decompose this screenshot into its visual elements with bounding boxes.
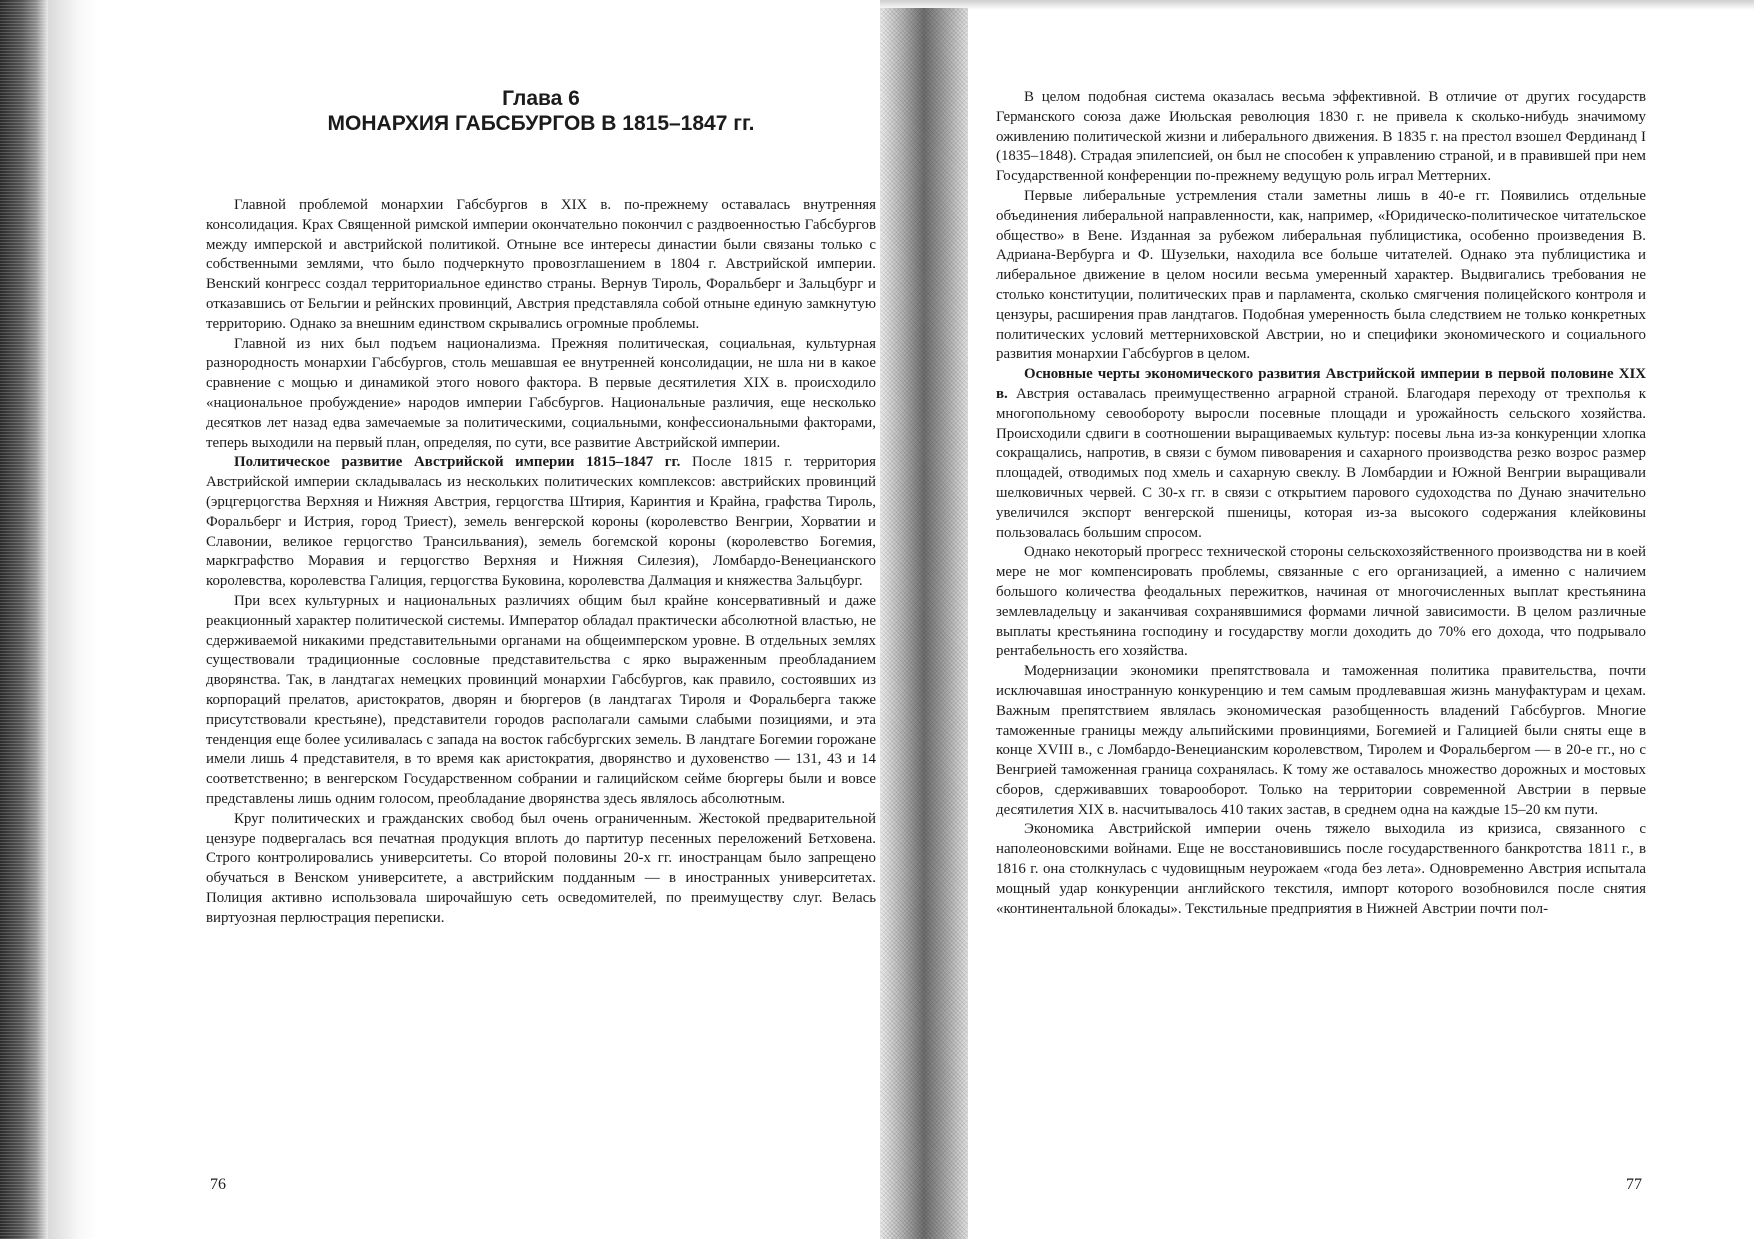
paragraph-text: Главной из них был подъем национализма. Прежняя политическая, социальная, культурная разнородность монархии Габсбургов, столь мешавшая ее внутренней консолидации, не шла ни в какое сравнение с мощью и динамикой этого нового фактора. В первые десятилетия XIX в. происходило «национальное пробуждение» народов империи Габсбургов. Национальные различия, еще несколько десятков лет назад едва замечаемые за политическими, социальными, конфессиональными факторами, теперь выходили на первый план, определяя, по сути, все развитие Австрийской империи. [206, 335, 876, 451]
paragraph-text: Круг политических и гражданских свобод был очень ограниченным. Жестокой предварительной цензуре подвергалась вся печатная продукция вплоть до партитур песенных переложений Бетховена. Строго контролировались университеты. Со второй половины 20-х гг. иностранцам было запрещено обучаться в Венском университете, а австрийским подданным — в иностранных университетах. Полиция активно использовала широчайшую сеть осведомителей, по преимуществу слуг. Велась виртуозная перлюстрация переписки. [206, 810, 876, 926]
paragraph [206, 592, 876, 810]
paragraph-text: В целом подобная система оказалась весьма эффективной. В отличие от других государств Германского союза даже Июльская революция 1830 г. не привела к сколько-нибудь значимому оживлению политической жизни и либерального движения. В 1835 г. на престол взошел Фердинанд I (1835–1848). Страдая эпилепсией, он был не способен к управлению страной, и в правившей при нем Государственной конференции по-прежнему ведущую роль играл Меттерних. [996, 89, 1646, 185]
chapter-heading [206, 86, 876, 136]
left-margin-shade [48, 0, 98, 1239]
chapter-title: МОНАРХИЯ ГАБСБУРГОВ В 1815–1847 гг. [327, 112, 755, 135]
left-page [206, 0, 876, 1239]
scan-edge-shadow [0, 0, 48, 1239]
paragraph-text: Модернизации экономики препятствовала и таможенная политика правительства, почти исключавшая иностранную конкуренцию и тем самым продлевавшая жизнь мануфактурам и цехам. Важным препятствием являлась экономическая разобщенность владений Габсбургов. Многие таможенные границы между альпийскими провинциями, Богемией и Галицией были сняты еще в конце XVIII в., с Ломбардо-Венецианским королевством, Тиролем и Форальбергом — в 20-е гг., но с Венгрией таможенная граница сохранялась. К тому же оставалось множество дорожных и мостовых сборов, сдерживавших товарооборот. Только на территории современной Австрии в первые десятилетия XIX в. насчитывалось 410 таких застав, в среднем одна на каждые 15–20 км пути. [996, 663, 1646, 818]
section-heading: Основные черты экономического развития Австрийской империи в первой половине XIX в. [996, 366, 1646, 402]
paragraph [996, 662, 1646, 820]
section-heading: Политическое развитие Австрийской империи 1815–1847 гг. [234, 454, 681, 471]
left-page-body [206, 196, 876, 928]
paragraph [206, 196, 876, 335]
paragraph [996, 365, 1646, 543]
right-page-body [996, 88, 1646, 919]
paragraph [206, 453, 876, 592]
paragraph-text: Экономика Австрийской империи очень тяжело выходила из кризиса, связанного с наполеоновскими войнами. Еще не восстановившись после государственного банкротства 1811 г., в 1816 г. она столкнулась с чудовищным неурожаем «года без лета». Одновременно Австрия испытала мощный удар конкуренции английского текстиля, импорт которого возобновился после снятия «континентальной блокады». Текстильные предприятия в Нижней Австрии почти пол- [996, 821, 1646, 917]
page-number: 77 [1626, 1176, 1642, 1193]
book-gutter [880, 8, 968, 1239]
paragraph [996, 187, 1646, 365]
page-number: 76 [210, 1176, 226, 1193]
paragraph-text: Первые либеральные устремления стали заметны лишь в 40-е гг. Появились отдельные объединения либеральной направленности, как, например, «Юридическо-политическое читательское общество» в Вене. Изданная за рубежом либеральная публицистика, особенно произведения В. Адриана-Вербурга и Ф. Шузельки, находила все больше читателей. Однако эта публицистика и либеральное движение в целом носили весьма умеренный характер. Выдвигались требования не столько конституции, политических прав и парламента, сколько смягчения полицейского контроля и цензуры, расширения прав ландтагов. Подобная умеренность была следствием не только конкретных политических условий меттерниховской Австрии, но и специфики экономического и социального развития монархии Габсбургов в целом. [996, 187, 1646, 363]
paragraph-text: Однако некоторый прогресс технической стороны сельскохозяйственного производства ни в коей мере не мог компенсировать проблемы, связанные с его организацией, а именно с наличием большого количества феодальных пережитков, начиная от многочисленных выплат крестьянина землевладельцу и заканчивая сохранявшимися формами личной зависимости. В целом различные выплаты крестьянина господину и государству могли доходить до 70% его дохода, что подрывало рентабельность его хозяйства. [996, 544, 1646, 660]
paragraph [996, 88, 1646, 187]
paragraph-text: После 1815 г. территория Австрийской империи складывалась из нескольких политических комплексов: австрийских провинций (эрцгерцогства Верхняя и Нижняя Австрия, герцогства Штирия, Каринтия и Крайна, графства Тироль, Форальберг и Истрия, город Триест), земель венгерской короны (королевство Венгрии, Хорватии и Славонии, великое герцогство Трансильвания), земель богемской короны (королевство Богемия, маркграфство Моравия и герцогство Верхняя и Нижняя Силезия), Ломбардо-Венецианского королевства, королевства Галиция, герцогства Буковина, королевства Далмация и княжества Зальцбург. [206, 454, 876, 590]
paragraph-text: Главной проблемой монархии Габсбургов в XIX в. по-прежнему оставалась внутренняя консолидация. Крах Священной римской империи окончательно покончил с раздвоенностью Габсбургов между имперской и австрийской политикой. Отныне все интересы династии были связаны только с собственными землями, что было подчеркнуто провозглашением в 1804 г. Австрийской империи. Венский конгресс создал территориальное единство страны. Вернув Тироль, Форальберг и Зальцбург и отказавшись от Бельгии и рейнских провинций, Австрия представляла собой отныне единую замкнутую территорию. Однако за внешним единством скрывались огромные проблемы. [206, 197, 876, 332]
paragraph-text: При всех культурных и национальных различиях общим был крайне консервативный и даже реакционный характер политической системы. Император обладал практически абсолютной властью, не сдерживаемой никакими представительными органами на общеимперском уровне. В отдельных землях существовали традиционные сословные представительства с ярко выраженным преобладанием дворянства. Так, в ландтагах немецких провинций монархии Габсбургов, как правило, состоявших из корпораций прелатов, аристократов, дворян и бюргеров (в ландтагах Тироля и Форальберга также присутствовали крестьяне), представители городов располагали самыми слабыми позициями, и эта тенденция еще более усиливалась с запада на восток габсбургских земель. В ландтаге Богемии горожане имели лишь 4 представителя, в то время как аристократия, дворянство и духовенство — 131, 43 и 14 соответственно; в венгерском Государственном собрании и галицийском сейме бюргеры были и вовсе представлены лишь одним голосом, преобладание дворянства здесь являлось абсолютным. [206, 592, 876, 807]
paragraph [996, 820, 1646, 919]
paragraph [996, 543, 1646, 662]
right-page [996, 0, 1646, 1239]
chapter-label: Глава 6 [502, 87, 580, 110]
paragraph [206, 810, 876, 929]
paragraph [206, 335, 876, 454]
paragraph-text: Австрия оставалась преимущественно аграрной страной. Благодаря переходу от трехполья к многопольному севообороту выросли посевные площади и урожайность сельского хозяйства. Происходили сдвиги в соотношении выращиваемых культур: посевы льна из-за конкуренции хлопка сокращались, напротив, в связи с бумом пивоварения и сахарного производства резко возрос размер площадей, отводимых под хмель и сахарную свеклу. В Ломбардии и Южной Венгрии выращивали шелковичных червей. С 30-х гг. в связи с открытием парового судоходства по Дунаю значительно увеличился экспорт венгерской пшеницы, которая из-за высокого содержания клейковины пользовалась большим спросом. [996, 385, 1646, 541]
